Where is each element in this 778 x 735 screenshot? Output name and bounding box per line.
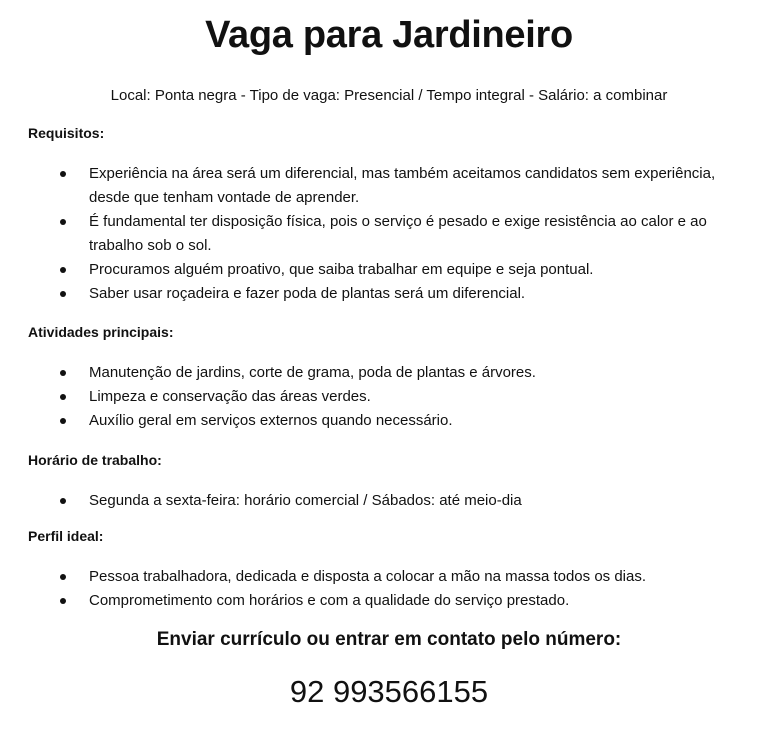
section-heading: Horário de trabalho: [28,452,162,468]
phone-number: 92 993566155 [289,674,489,709]
bullet-icon [60,171,66,177]
list-item-text: Saber usar roçadeira e fazer poda de plantas será um diferencial. [89,285,526,302]
list-item [28,409,748,433]
list-item-text: Limpeza e conservação das áreas verdes. [89,388,371,405]
list-item-text: Pessoa trabalhadora, dedicada e disposta a colocar a mão na massa todos os dias. [89,568,647,585]
section-heading: Atividades principais: [28,324,174,340]
list-item [28,210,748,258]
list-item [28,258,748,282]
section-work-hours [28,452,748,513]
list-item [28,565,748,589]
bullet-icon [60,598,66,604]
list-item-text: Comprometimento com horários e com a qualidade do serviço prestado. [89,592,570,609]
bullet-icon [60,219,66,225]
bullet-icon [60,291,66,297]
bullet-icon [60,418,66,424]
bullet-icon [60,267,66,273]
contact-label: Enviar currículo ou entrar em contato pelo número: [156,629,622,650]
list-item [28,385,748,409]
bullet-icon [60,394,66,400]
section-heading: Requisitos: [28,125,105,141]
bullet-list [28,162,748,306]
list-item-text: Segunda a sexta-feira: horário comercial / Sábados: até meio-dia [89,492,522,509]
section-requirements [28,125,748,306]
bullet-icon [60,498,66,504]
section-main-activities [28,324,748,433]
list-item-text: Procuramos alguém proativo, que saiba trabalhar em equipe e seja pontual. [89,261,594,278]
job-details-line: Local: Ponta negra - Tipo de vaga: Presencial / Tempo integral - Salário: a combinar [110,87,668,104]
bullet-icon [60,574,66,580]
bullet-list [28,489,748,513]
list-item [28,162,748,210]
list-item-text: Experiência na área será um diferencial, mas também aceitamos candidatos sem experiência, desde que tenham vontade de aprender. [89,165,716,206]
bullet-list [28,361,748,433]
list-item [28,589,748,613]
list-item [28,282,748,306]
bullet-icon [60,370,66,376]
section-heading: Perfil ideal: [28,528,104,544]
list-item [28,361,748,385]
section-ideal-profile [28,528,748,613]
bullet-list [28,565,748,613]
list-item [28,489,748,513]
list-item-text: Manutenção de jardins, corte de grama, poda de plantas e árvores. [89,364,536,381]
list-item-text: Auxílio geral em serviços externos quando necessário. [89,412,453,429]
list-item-text: É fundamental ter disposição física, pois o serviço é pesado e exige resistência ao calor e ao trabalho sob o sol. [89,213,707,254]
page-title: Vaga para Jardineiro [205,14,573,56]
